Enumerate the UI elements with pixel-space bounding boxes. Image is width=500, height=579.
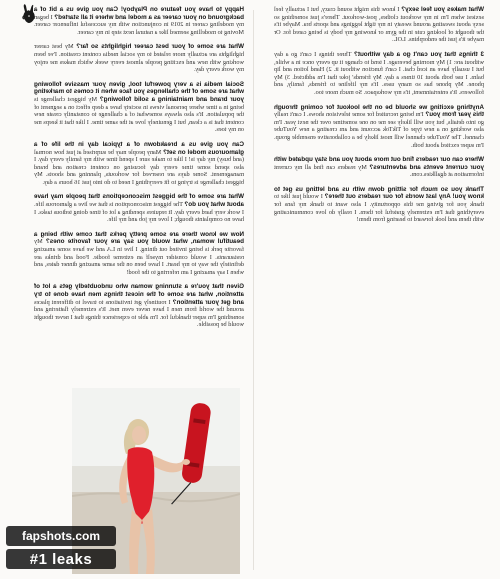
question-text: Thank you so much for sitting down with us and letting us get to know you! Any last words for our readers out there? — [274, 185, 484, 201]
question-text: What makes you feel sexy? — [401, 6, 484, 13]
interview-column-left — [274, 6, 484, 231]
qa-1 — [34, 6, 244, 36]
question-text: Happy to have you feature on Playboy! Can you give us a bit of a background on your career as a model and where it all started? — [34, 6, 244, 21]
answer-text: My biggest challenge is being in a time where personal views in society have a deep effect on a segment of the population. It's also always somewhat of a challenge to constantly create new content that is a clean, but I genuinely love at the same time. I like that it keeps me on my toes. — [33, 95, 244, 134]
model-photo — [72, 388, 240, 574]
question-text: Where can our readers find out more about you and stay updated with your current events and adventures? — [274, 156, 484, 171]
answer-text: The biggest misconception is that we live a glamorous life. I work very hard every day. It requires spending a lot of time doing tedious tasks. I have no complaints though; I love my job and my life. — [34, 201, 244, 224]
question-text: Now we know there are some pretty perks that come with being a beautiful woman, what would you say are your favorite ones? — [34, 230, 244, 246]
question-text: What are some of the biggest misconceptions that people may have about what you do? — [34, 193, 244, 209]
answer-text: I know this might sound crazy, but I actually feel sexiest when I'm in my workout clothes, post-workout. There's just something so sexy about sweating around sweaty in my tight leggings and sports bra. Maybe it's the thought of looking cute in the gym or knowing my body is being cared for. Or maybe it's just the endorphins. LOL. — [274, 6, 484, 44]
answer-text: I'm being recruited for some television shows. I can't really go into details, but you will likely see me on one sometime over the next year. I'm also working on a new type of TikTok account and am creating a new YouTube channel. The YouTube channel will most likely be a collaborative ensemble group. I'm super excited about both. — [274, 111, 484, 149]
qa-4 — [34, 141, 244, 187]
answer-text: Many people may be surprised at just how normal (and busy) my day is! I like to make sure I spend time with my family every day. I also spend some time every day focusing on content creation and brand management. Some days are reserved for workouts, planning and shoots. My biggest challenge is trying to fit everything I need to do into just 16 hours a day. — [34, 148, 244, 186]
question-text: Social media is a very powerful tool, given your massive following what are some of the challenges you face when it comes to marketing your brand and maintaining a solid following? — [34, 80, 244, 103]
answer-text: I routinely get invitations to travel to different places around the world from men I have never even met. It's extremely flattering and something I'm super thankful for. I'm able to experience things that I never thought would be possible. — [34, 298, 244, 329]
qa-11 — [274, 156, 484, 179]
qa-6 — [34, 231, 244, 277]
answer-text: Three things I can't go a day without are: 1) My morning beverage. I tend to change it up every once in a while, but I usually have an iced chai. I can't function without it. 2) Hand lotion and lip balm. I use both about 10 times a day. My friends' joke that I'm addicted. 3) My phone. My phone has so many uses. It's my lifeline to friends, family, and followers. It's entertainment, it's my workspace. So much more too. — [274, 50, 484, 96]
question-text: Can you give us a breakdown of a typical day in the life of a glamourous model on set? — [34, 140, 244, 156]
answer-text: My best career highlights are actually more related to my social media content creation. I've been working with new and exciting people almost every week which makes me enjoy my work every day. — [33, 43, 244, 74]
qa-7 — [34, 283, 244, 329]
interview-column-right — [34, 6, 244, 336]
question-text: Given that you're a stunning woman who undoubtedly gets a lot of attention, what are some of the nicest things men have done to try and get your attention? — [34, 283, 244, 306]
qa-8 — [274, 6, 484, 44]
watermark-site: fapshots.com — [6, 526, 116, 546]
beach-scene-illustration — [72, 388, 240, 574]
qa-10 — [274, 104, 484, 150]
answer-text: My favorite perk is being invited out dining. I live in LA and we have some amazing restaurants. I would consider myself an extreme foodie. Food and drinks are definitely the way to my heart. I have been on the same amazing dinner dates, and when I say amazing I am referring to the food! — [34, 238, 244, 276]
question-text: Anything exciting we should be on the lookout for coming through this year from you? — [274, 103, 484, 119]
answer-text: I began my modeling career in 2019 in conjunction with my successful influencer career. Moving to modelling seemed like a natural next step in my career. — [34, 13, 244, 36]
qa-12 — [274, 186, 484, 224]
column-divider — [253, 10, 254, 570]
qa-2 — [34, 43, 244, 73]
question-text: What are some of your best career highlights so far? — [76, 43, 244, 51]
qa-9 — [274, 51, 484, 97]
qa-5 — [34, 193, 244, 223]
watermark-tag: #1 leaks — [6, 549, 116, 569]
answer-text: I would just like to thank you for giving me this opportunity. I also want to thank my fans for everything that I'm extremely grateful for them. I really do love communicating with them and look forward to hearing from them! — [274, 193, 484, 224]
qa-3 — [34, 81, 244, 134]
question-text: 3 things that you can't go a day without? — [354, 50, 484, 58]
answer-text: My readers can find all my current information at dgallkies.com. — [273, 163, 484, 179]
